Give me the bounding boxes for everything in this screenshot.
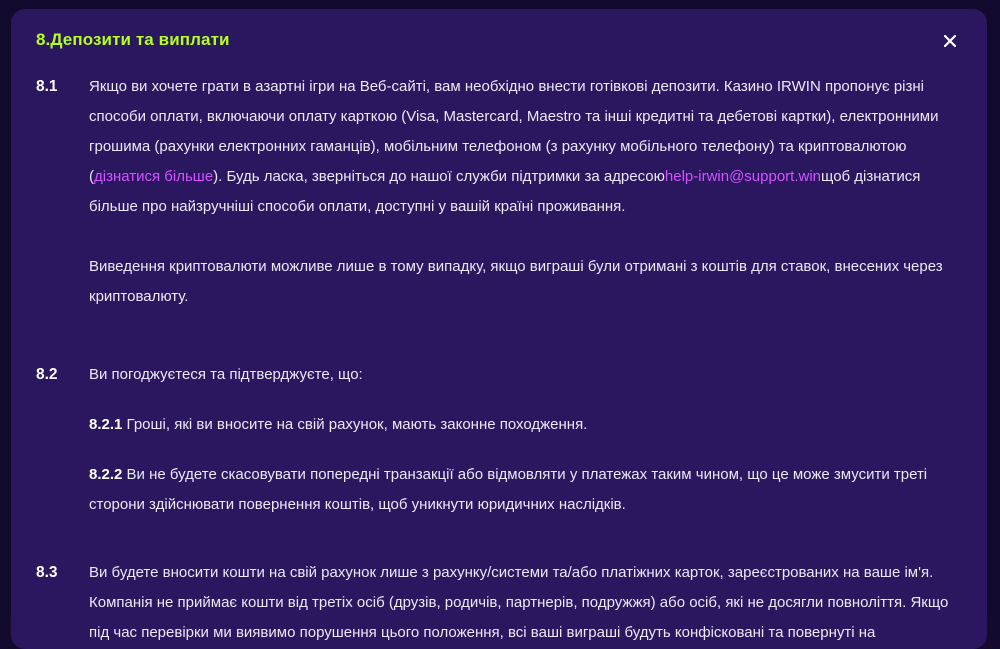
subclause-8-2-2: [89, 460, 966, 520]
paragraph-text: Якщо ви хочете грати в азартні ігри на Веб-сайті, вам необхідно внести готівкові депозити. Казино IRWIN пропонує різні способи оплати, включаючи оплату карткою (Visa, Mastercard, Maestro та інші кредитні та дебетові картки), електронними грошима (рахунки електронних гаманців), мобільним телефоном (з рахунку мобільного телефону) та криптовалютою (: [89, 78, 939, 185]
clause-paragraph: Ви будете вносити кошти на свій рахунок лише з рахунку/системи та/або платіжних карток, зареєстрованих на ваше ім'я. Компанія не приймає кошти від третіх осіб (друзів, родичів, партнерів, подружжя) або осіб, які не досягли повноліття. Якщо під час перевірки ми виявимо порушення цього положення, всі ваші виграші будуть конфісковані та повернуті на: [89, 564, 949, 641]
support-email-link[interactable]: help-irwin@support.win: [664, 168, 822, 185]
clause-8-1: [36, 72, 966, 312]
clause-number: 8.1: [36, 78, 58, 95]
paragraph-text: щоб дізнатися більше про найзручніші способи оплати, доступні у вашій країні проживання.: [89, 168, 921, 215]
clause-paragraph: Виведення криптовалюти можливе лише в тому випадку, якщо виграші були отримані з коштів для ставок, внесених через криптовалюту.: [89, 258, 943, 305]
terms-modal: [11, 9, 987, 649]
subclause-8-2-1: [89, 410, 966, 440]
clause-number: 8.3: [36, 564, 58, 581]
modal-title: 8.Депозити та виплати: [36, 30, 230, 49]
clause-number: 8.2: [36, 366, 58, 383]
paragraph-text: ). Будь ласка, зверніться до нашої служби підтримки за адресою: [213, 168, 665, 185]
subclause-number: 8.2.2: [89, 466, 123, 483]
subclause-number: 8.2.1: [89, 416, 123, 433]
learn-more-link[interactable]: дізнатися більше: [94, 168, 214, 185]
subclause-text: Гроші, які ви вносите на свій рахунок, мають законне походження.: [126, 416, 588, 433]
clause-8-2: [36, 360, 966, 520]
clause-8-3: [36, 558, 966, 648]
close-icon: [943, 34, 957, 48]
subclause-text: Ви не будете скасовувати попередні транзакції або відмовляти у платежах таким чином, що це може змусити треті сторони здійснювати повернення коштів, щоб уникнути юридичних наслідків.: [89, 466, 928, 513]
modal-content: [36, 72, 966, 648]
clause-body: [89, 72, 966, 312]
close-button[interactable]: [939, 30, 961, 52]
clause-paragraph: [89, 72, 966, 222]
modal-header: [36, 28, 967, 52]
clause-intro: Ви погоджуєтеся та підтверджуєте, що:: [89, 366, 363, 383]
clause-body: [89, 558, 966, 648]
clause-body: [89, 360, 966, 520]
